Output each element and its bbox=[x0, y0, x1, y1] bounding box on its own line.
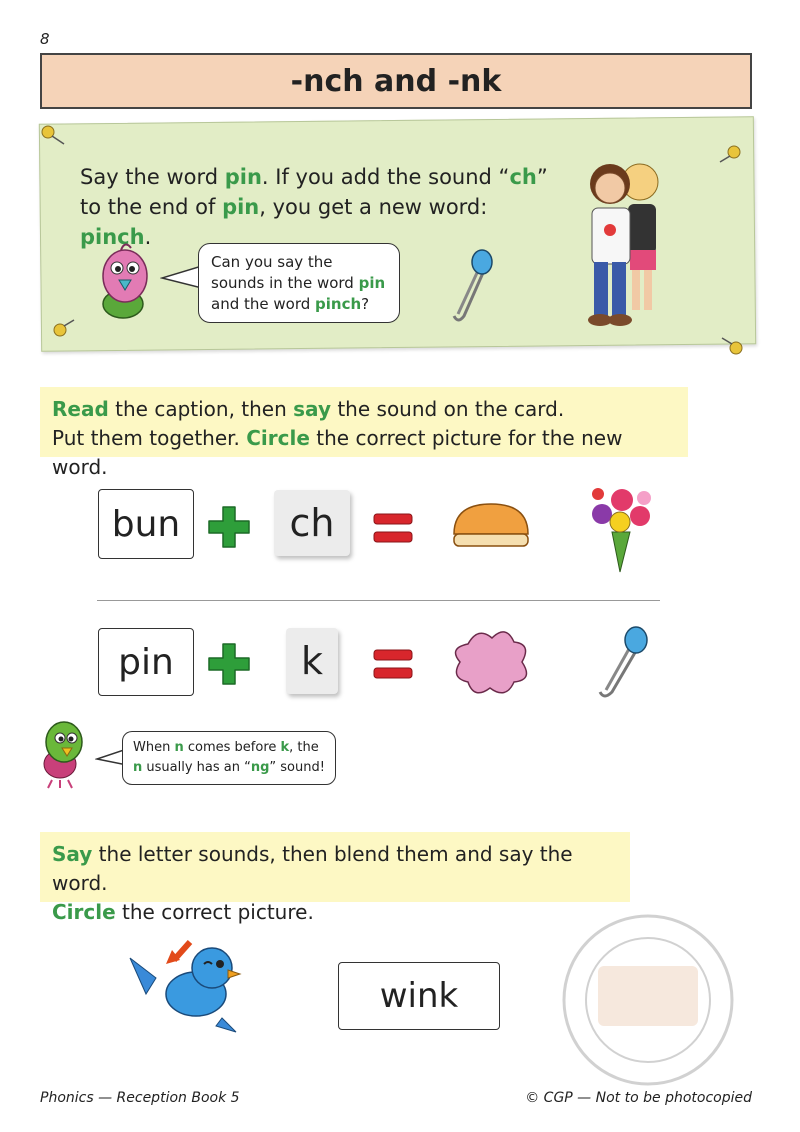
bun-picture[interactable] bbox=[450, 500, 532, 552]
pink-bird-illustration bbox=[95, 238, 157, 324]
intro-speech-bubble: Can you say the sounds in the word pin and the word pinch? bbox=[198, 243, 400, 323]
word-card-bun: bun bbox=[98, 489, 194, 559]
import-certification-stamp bbox=[558, 910, 738, 1090]
intro-line-2: to the end of pin, you get a new word: pinch. bbox=[80, 195, 488, 249]
winking-bird-picture[interactable] bbox=[126, 938, 244, 1034]
sound-card-ch: ch bbox=[274, 490, 350, 556]
pushpin-icon bbox=[718, 336, 746, 358]
children-illustration bbox=[572, 150, 680, 330]
instruction-box-2: Say the letter sounds, then blend them and say the word. Circle the correct picture. bbox=[40, 832, 630, 902]
tip-speech-bubble: When n comes before k, the n usually has an “ng” sound! bbox=[122, 731, 336, 785]
green-bird-illustration bbox=[38, 716, 88, 791]
pushpin-icon bbox=[40, 124, 68, 146]
plus-icon bbox=[207, 505, 251, 549]
equals-icon bbox=[372, 512, 414, 544]
speech-bubble-tail bbox=[160, 262, 202, 292]
instruction-box-1: Read the caption, then say the sound on the card. Put them together. Circle the correct picture for the new word. bbox=[40, 387, 688, 457]
page-title: -nch and -nk bbox=[40, 53, 752, 109]
pushpin-icon bbox=[50, 318, 78, 340]
pushpin-icon bbox=[716, 142, 744, 164]
safety-pin-picture[interactable] bbox=[594, 624, 650, 700]
word-card-wink: wink bbox=[338, 962, 500, 1030]
intro-line-1: Say the word pin. If you add the sound “ch” bbox=[80, 165, 548, 189]
pink-splat-picture[interactable] bbox=[448, 624, 534, 700]
footer-book-title: Phonics — Reception Book 5 bbox=[40, 1090, 240, 1106]
word-card-pin: pin bbox=[98, 628, 194, 696]
safety-pin-illustration bbox=[448, 248, 494, 324]
equals-icon bbox=[372, 648, 414, 680]
bunch-of-flowers-picture[interactable] bbox=[582, 480, 660, 576]
footer-copyright: © CGP — Not to be photocopied bbox=[525, 1090, 752, 1106]
plus-icon bbox=[207, 642, 251, 686]
page-number: 8 bbox=[40, 30, 50, 48]
sound-card-k: k bbox=[286, 628, 338, 694]
section-divider bbox=[97, 600, 660, 601]
